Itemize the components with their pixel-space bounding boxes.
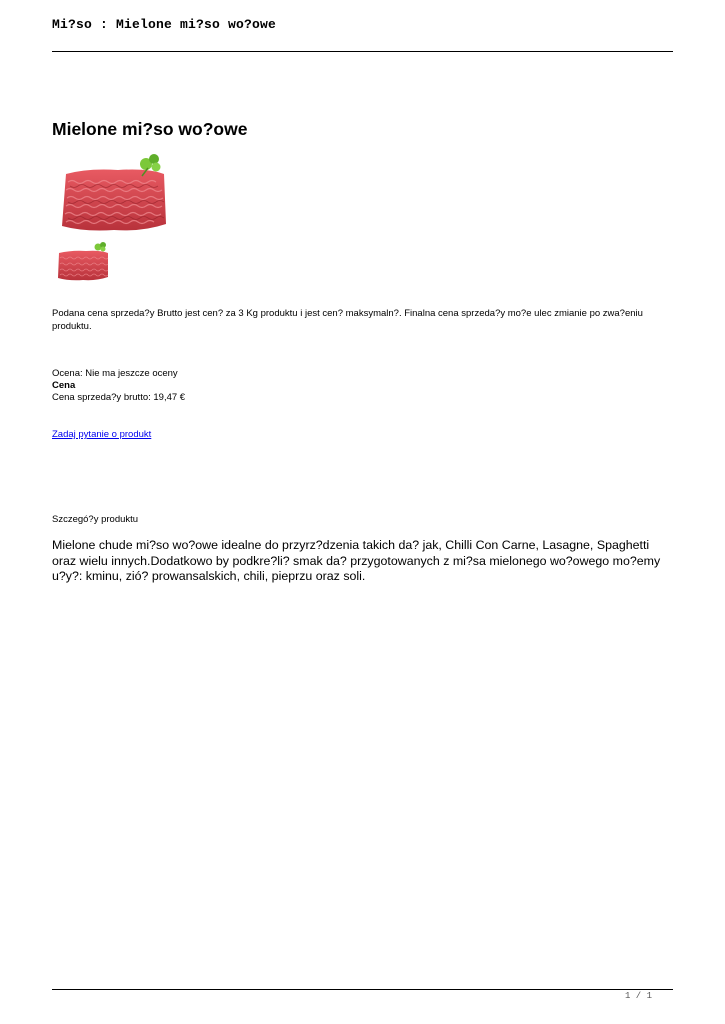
price-note: Podana cena sprzeda?y Brutto jest cen? za 3 Kg produktu i jest cen? maksymaln?. Finalna cena sprzeda?y mo?e ulec zmianie po zwa?eniu produktu. [52,308,643,332]
ask-question-link[interactable]: Zadaj pytanie o produkt [52,429,152,440]
page-number: 1 / 1 [625,991,653,1001]
product-details-text: Mielone chude mi?so wo?owe idealne do przyrz?dzenia takich da? jak, Chilli Con Carne, Lasagne, Spaghetti oraz wielu innych.Dodatkowo by podkre?li? smak da? przygotowanych z mi?sa mielonego wo?owego mo?emy u?y?: kminu, zió? prowansalskich, chili, pieprzu oraz soli. [52,538,661,583]
product-image [58,152,170,238]
footer-divider [52,989,673,990]
details-heading: Szczegó?y produktu [52,514,139,525]
product-title: Mielone mi?so wo?owe [52,119,248,139]
document-header-title: Mi?so : Mielone mi?so wo?owe [52,17,277,32]
rating-and-price [52,368,185,404]
rating-text: Ocena: Nie ma jeszcze oceny [52,368,178,379]
product-thumbnail[interactable] [56,241,110,283]
header-divider [52,51,673,52]
price-heading: Cena [52,380,76,391]
price-text: Cena sprzeda?y brutto: 19,47 € [52,392,186,403]
